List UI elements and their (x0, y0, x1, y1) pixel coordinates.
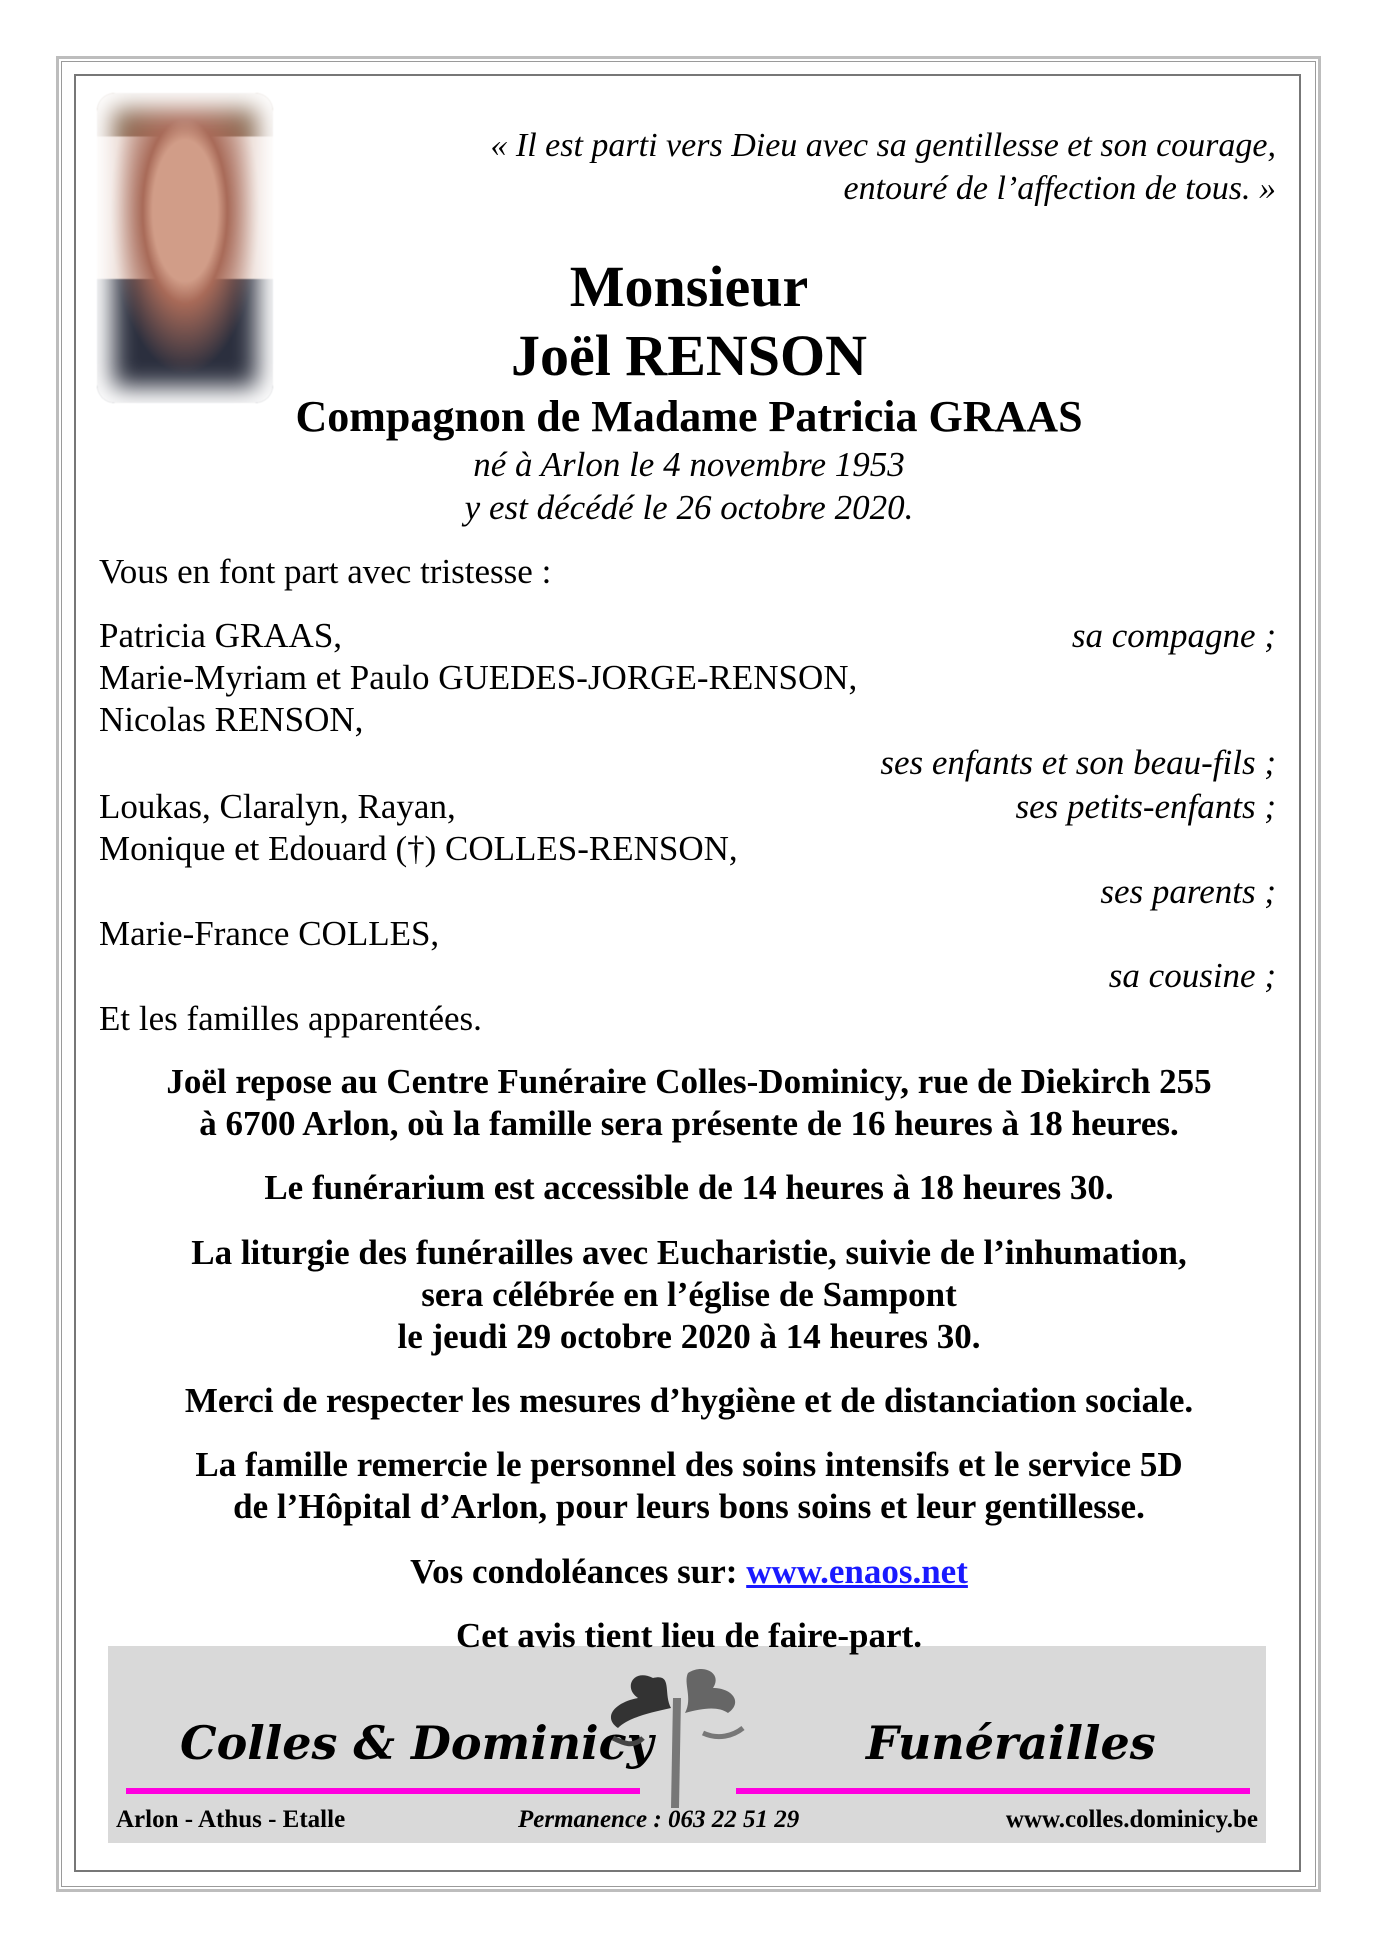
family-relation: ses enfants et son beau-fils ; (880, 743, 1276, 782)
hygiene-line: Merci de respecter les mesures d’hygiène et de distanciation sociale. (184, 1381, 1194, 1420)
civility: Monsieur (569, 254, 809, 319)
family-line: Nicolas RENSON, (99, 700, 364, 739)
condolences-link[interactable]: www.enaos.net (746, 1552, 968, 1591)
death-line: y est décédé le 26 octobre 2020. (464, 488, 914, 527)
quote-line-2: entouré de l’affection de tous. » (843, 170, 1276, 207)
birth-line: né à Arlon le 4 novembre 1953 (473, 445, 905, 484)
logo-website[interactable]: www.colles.dominicy.be (1005, 1806, 1258, 1833)
family-relation: sa compagne ; (1071, 616, 1276, 655)
access-line: Le funérarium est accessible de 14 heures à 18 heures 30. (264, 1168, 1114, 1207)
family-line: Patricia GRAAS, (99, 616, 343, 655)
repose-line-2: à 6700 Arlon, où la famille sera présente de 16 heures à 18 heures. (199, 1104, 1179, 1143)
condolences-line (0, 1554, 1378, 1589)
family-line: Marie-Myriam et Paulo GUEDES-JORGE-RENSON, (99, 658, 858, 697)
family-line: Et les familles apparentées. (99, 999, 482, 1038)
tree-icon (593, 1658, 763, 1808)
family-line: Loukas, Claralyn, Rayan, (99, 787, 456, 826)
accent-line-left (126, 1788, 640, 1794)
quote-line-1: « Il est parti vers Dieu avec sa gentillesse et son courage, (490, 127, 1276, 164)
family-line: Monique et Edouard (†) COLLES-RENSON, (99, 829, 738, 868)
family-relation: ses parents ; (1100, 872, 1276, 911)
thanks-line-1: La famille remercie le personnel des soins intensifs et le service 5D (195, 1445, 1183, 1484)
notice-line: Cet avis tient lieu de faire-part. (456, 1616, 922, 1655)
accent-line-right (736, 1788, 1250, 1794)
logo-service: Funérailles (866, 1716, 1156, 1770)
repose-line-1: Joël repose au Centre Funéraire Colles-Dominicy, rue de Diekirch 255 (166, 1062, 1212, 1101)
liturgy-line-1: La liturgie des funérailles avec Eucharistie, suivie de l’inhumation, (191, 1233, 1187, 1272)
thanks-line-2: de l’Hôpital d’Arlon, pour leurs bons soins et leur gentillesse. (233, 1487, 1145, 1526)
deceased-name: Joël RENSON (510, 323, 868, 388)
family-line: Marie-France COLLES, (99, 914, 440, 953)
logo-phone: Permanence : 063 22 51 29 (518, 1806, 800, 1833)
condolences-label: Vos condoléances sur: (410, 1552, 738, 1591)
liturgy-line-2: sera célébrée en l’église de Sampont (421, 1275, 957, 1314)
family-relation: ses petits-enfants ; (1015, 787, 1276, 826)
funeral-home-logo (108, 1646, 1266, 1843)
logo-brand: Colles & Dominicy (180, 1716, 654, 1770)
family-relation: sa cousine ; (1108, 956, 1276, 995)
logo-locations: Arlon - Athus - Etalle (116, 1806, 346, 1833)
intro-text: Vous en font part avec tristesse : (99, 552, 552, 591)
liturgy-line-3: le jeudi 29 octobre 2020 à 14 heures 30. (397, 1317, 981, 1356)
companion-line: Compagnon de Madame Patricia GRAAS (295, 392, 1083, 441)
